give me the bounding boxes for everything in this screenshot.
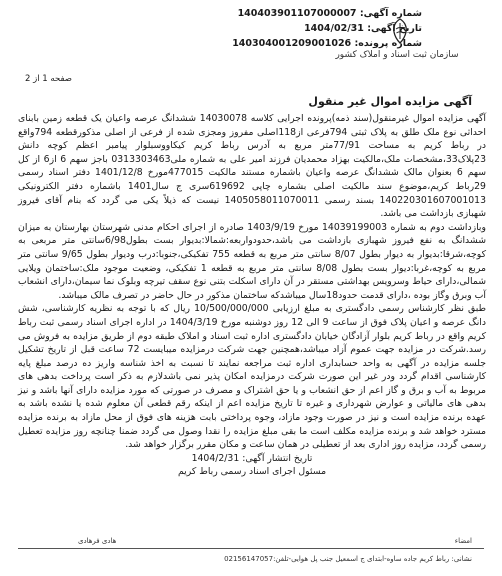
- publication-date: تاریخ انتشار آگهی: 1404/2/31: [191, 452, 313, 464]
- paragraph-3: طبق نظر کارشناس رسمی دادگستری به مبلغ ارزیابی 10/500/000/000 ریال که با توجه به نظریه کارشناسی، شش دانگ عرصه و اعیان پلاک فوق از ساعت 9 الی 12 روز دوشنبه مورخ 1404/3/19 در اداره اجرای اسناد رسمی ثبت رباط کریم واقع در رباط کریم بلوار آزادگان خیابان دادگستری اداره ثبت اسناد و املاک طبقه دوم از طریق مزایده به فروش می رسد.شرکت در مزایده جهت عموم آزاد میباشد،همچنین جهت شرکت درمزایده میبایست 72 ساعت قبل از تاریخ تشکیل جلسه مزایده در آگهی به واحد حسابداری اداره ثبت مراجعه نمایند تا نسبت به اخذ شناسه واریز ده درصد مبلغ پایه کارشناسی اقدام گردد ودر غیر این صورت شرکت درمزایده امکان پذیر نمی باشدلازم به ذکر است پرداخت بدهی های مربوط به آب و برق و گاز اعم از حق انشعاب و یا حق اشتراک و مصرف در صورتی که مورد مزایده دارای آنها باشد و نیز بدهی های مالیاتی و عوارض شهرداری و غیره تا تاریخ مزایده اعم از اینکه رقم قطعی آن معلوم شده یا نشده باشد به عهده برنده مزایده است و نیز در صورت وجود مازاد، وجوه پرداختی بابت هزینه های فوق از محل مازاد به برنده مزایده مسترد خواهد شد و برنده مزایده مکلف است ما بقی مبلغ مزایده را نقدا وصول می گردد ضمنا چنانچه روز مزایده تعطیل رسمی گردد، مزایده روز اداری بعد از تعطیلی در همان ساعت و مکان مقرر برگزار خواهد شد.: [18, 303, 487, 451]
- page-indicator: صفحه 1 از 2: [25, 74, 72, 84]
- signatory-office: مسئول اجرای اسناد رسمی رباط کریم: [177, 466, 327, 478]
- notice-number: 140403901107000007: [237, 8, 357, 19]
- notice-date-row: [212, 21, 422, 36]
- case-number: 140304001209001026: [232, 38, 352, 49]
- notice-date-label: تاریخ آگهی:: [367, 23, 422, 34]
- notice-number-row: [212, 6, 422, 21]
- signer-name: هادی فرهادی: [78, 537, 117, 545]
- footer-address: نشانی: رباط کریم جاده ساوه-ابتدای ج اسمعیل جنب پل هوایی-تلفن:02156147057: [224, 555, 472, 563]
- case-number-label: شماره پرونده:: [354, 38, 422, 49]
- paragraph-1: آگهی مزایده اموال غیرمنقول(سند ذمه)پرونده اجرایی کلاسه 14030078 ششدانگ عرصه واعیان یک قطعه زمین بابنای احداثی نوع ملک طلق به پلاک ثبتی 794فرعی از118اصلی مفروز ومجزی شده از فرعی از اصلی مذکورقطعه 794واقع در رباط کریم به مساحت 77/91متر مربع به آدرس رباط کریم کیکاووسبلوار پیامبر اعظم کوچه دانش 23پلاک33،مشخصات ملک،مالکیت بهزاد محمدیان فرزند امیر علی به شماره ملی0313303463 باجز سهم 6 از6 از کل سهم 6 بعنوان مالک ششدانگ عرصه واعیان باشماره مستند مالکیت 477015مورخ 1401/12/8 دفتر اسناد رسمی 29رباط کریم،موضوع سند مالکیت اصلی بشماره چاپی 619692سری ج سال1401 باشماره دفتر الکترونیکی 140220301607001013 بسند رسمی 1405058011070011 نیست که ذیلاً یکی می گردد که بنام آقای فیروز شهبازی بازداشت می باشد.: [18, 113, 486, 220]
- case-number-row: [212, 36, 422, 51]
- notice-number-label: شماره آگهی:: [359, 8, 422, 19]
- notice-body: [18, 112, 486, 479]
- footer-divider: [18, 548, 484, 549]
- paragraph-2: وبازداشت دوم به شماره 14039199003 مورخ 1403/9/19 صادره از اجرای احکام مدنی شهرستان بهارستان به میزان ششدانگ به نفع فیروز شهبازی بازداشت می باشد،حدودواربعه:شمالا:بدیوار بست بطول6/98سانتی متر مربعی به کوچه،شرقا:بدیوار به دیوار بطول 8/07 سانتی متر مربع به قطعه 755 تفکیکی،جنوبا:درب ودیوار بطول 9/65 سانتی متر مربع به کوچه،غربا:دیوار بست بطول 8/08 سانتی متر مربع به قطعه 1 تفکیکی، وضعیت موجود ملک:ساختمان ویلایی شمالی،دارای حیاط وسرویس بهداشتی مستقر در آن دارای اسکلت بتنی نوع سقف تیرچه وبلوک نما سیمان،دارای انشعاب آب وبرق وگاز بوده ،دارای قدمت حدود18سال میباشدکه ساختمان مذکور در حال حاضر در تصرف مالک میباشد.: [18, 221, 486, 301]
- notice-title: آگهی مزایده اموال غیر منقول: [308, 95, 472, 108]
- org-name: سازمان ثبت اسناد و املاک کشور: [335, 50, 459, 60]
- notice-date: 1404/02/31: [304, 23, 364, 34]
- signature-label: امضاء: [454, 537, 472, 545]
- notice-meta: [212, 6, 422, 51]
